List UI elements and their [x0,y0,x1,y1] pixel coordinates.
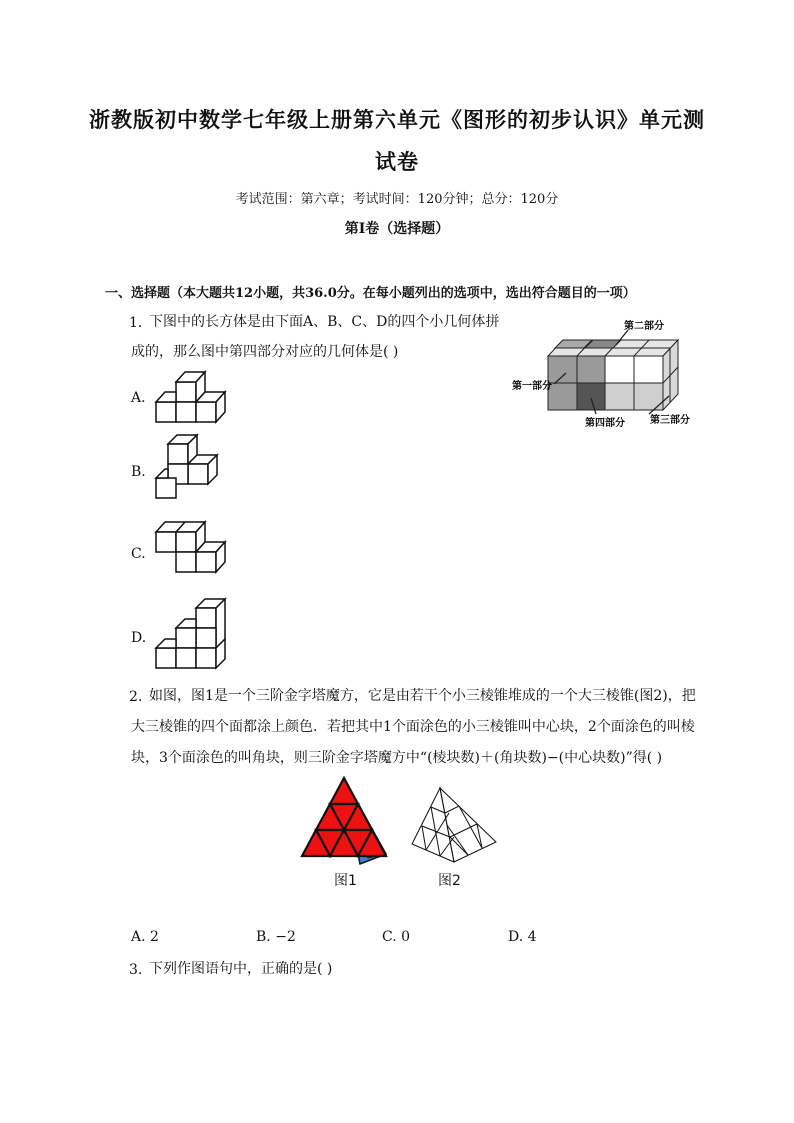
q1-number: 1. [129,315,143,331]
q1-option-d-figure [152,596,234,672]
cuboid-figure [508,318,698,430]
q1-option-c-label: C. [131,546,146,562]
fig1-caption: 图1 [334,873,357,889]
q2-answer-c: C. 0 [382,929,411,945]
q2-line2: 大三棱锥的四个面都涂上颜色．若把其中1个面涂色的小三棱锥叫中心块，2个面涂色的叫棱 [131,719,695,735]
q1-option-b-figure [152,434,228,502]
q3-number: 3. [129,962,143,978]
q1-option-a-label: A. [131,390,146,406]
q2-answer-d: D. 4 [508,929,537,945]
pyramid-wireframe [410,786,500,866]
volume-title: 第Ⅰ卷（选择题） [344,221,450,237]
q1-option-a-figure [152,368,234,428]
label-part3: 第三部分 [650,415,690,426]
q3-line1: 下列作图语句中，正确的是( ) [149,961,333,977]
q1-option-b-label: B. [131,464,146,480]
pyramid-cube-photo [298,776,390,868]
q2-answer-b: B. −2 [256,929,296,945]
q1-option-d-label: D. [131,630,147,646]
exam-info: 考试范围：第六章；考试时间：120分钟；总分：120分 [235,192,559,207]
q2-line3: 块，3个面涂色的叫角块，则三阶金字塔魔方中“(棱块数)＋(角块数)−(中心块数)”得( ) [131,750,663,766]
q2-answer-a: A. 2 [131,929,159,945]
page-title: 浙教版初中数学七年级上册第六单元《图形的初步认识》单元测 [89,107,705,132]
q1-line2: 成的，那么图中第四部分对应的几何体是( ) [131,344,399,360]
label-part1: 第一部分 [512,381,552,392]
label-part2: 第二部分 [624,321,664,332]
label-part4: 第四部分 [585,418,625,429]
q1-line1: 下图中的长方体是由下面A、B、C、D的四个小几何体拼 [149,314,500,330]
q2-number: 2. [129,689,143,705]
section-heading: 一、选择题（本大题共12小题，共36.0分。在每小题列出的选项中，选出符合题目的一项） [105,286,636,301]
fig2-caption: 图2 [438,873,461,889]
q1-option-c-figure [152,518,242,582]
q2-line1: 如图，图1是一个三阶金字塔魔方，它是由若干个小三棱锥堆成的一个大三棱锥(图2)，把 [149,688,696,704]
page-title-line2: 试卷 [375,149,419,174]
